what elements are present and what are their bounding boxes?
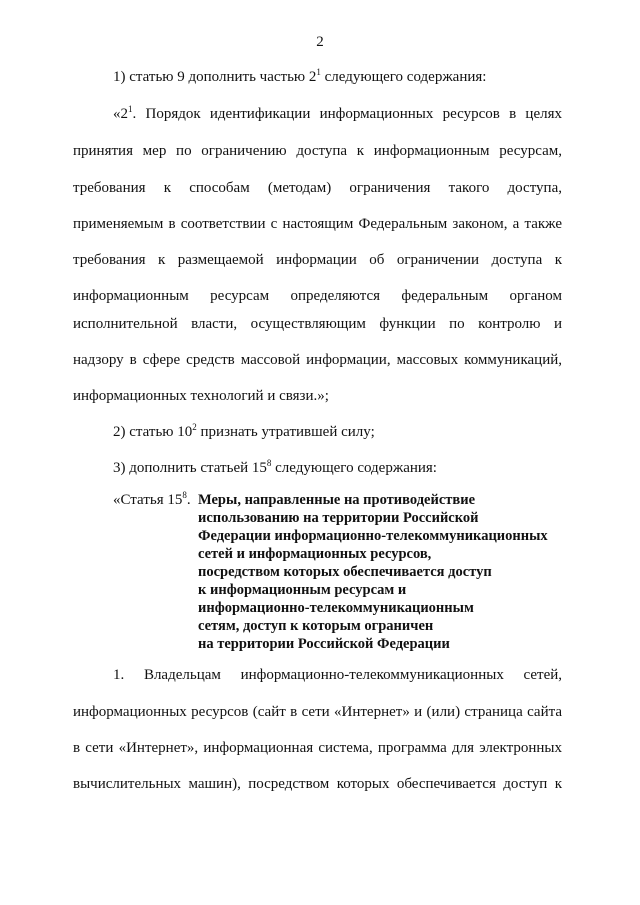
item-3-text: 3) дополнить статьей 15	[113, 460, 267, 476]
item-1	[113, 68, 486, 86]
paragraph-1-line: информационных ресурсов (сайт в сети «Интернет» и (или) страница сайта	[73, 704, 562, 720]
quote-1-heading: . Порядок идентификации информационных ресурсов в целях	[132, 106, 562, 122]
item-3-superscript: 8	[266, 458, 272, 468]
article-label-superscript: 8	[182, 490, 187, 500]
item-3-text-end: следующего содержания:	[271, 460, 437, 476]
item-2-text: 2) статью 10	[113, 424, 193, 440]
item-1-text: 1) статью 9 дополнить частью 2	[113, 69, 317, 85]
quote-1-line: исполнительной власти, осуществляющим функции по контролю и	[73, 316, 562, 332]
paragraph-1-line: в сети «Интернет», информационная система, программа для электронных	[73, 740, 562, 756]
paragraph-1-first-line: 1. Владельцам информационно-телекоммуникационных сетей,	[113, 667, 562, 683]
article-title-line: информационно-телекоммуникационным	[198, 600, 474, 616]
quote-1-line: требования к способам (методам) ограничения такого доступа,	[73, 180, 562, 196]
article-title-line: Федерации информационно-телекоммуникационных	[198, 528, 548, 544]
quote-1-superscript: 1	[128, 104, 133, 114]
quote-1-last-line: информационных технологий и связи.»;	[73, 388, 329, 404]
paragraph-1-line: вычислительных машин), посредством которых обеспечивается доступ к	[73, 776, 562, 792]
article-title-line: на территории Российской Федерации	[198, 636, 450, 652]
article-label-dot: .	[186, 492, 191, 508]
article-title-line: сетей и информационных ресурсов,	[198, 546, 432, 562]
article-title-line: Меры, направленные на противодействие	[198, 492, 476, 508]
article-title-line: сетям, доступ к которым ограничен	[198, 618, 434, 634]
article-label	[113, 491, 191, 509]
page-number: 2	[316, 34, 324, 50]
article-title-line: использованию на территории Российской	[198, 510, 479, 526]
article-title-line: к информационным ресурсам и	[198, 582, 407, 598]
item-2	[113, 423, 375, 441]
quote-1-line: применяемым в соответствии с настоящим Федеральным законом, а также	[73, 216, 562, 232]
quote-1-first-line	[113, 105, 562, 123]
item-2-superscript: 2	[192, 422, 197, 432]
item-1-superscript: 1	[316, 67, 321, 77]
item-3	[113, 459, 437, 477]
quote-1-line: информационным ресурсам определяются федеральным органом	[73, 288, 562, 304]
item-2-text-end: признать утратившей силу;	[196, 424, 375, 440]
quote-1-line: надзору в сфере средств массовой информации, массовых коммуникаций,	[73, 352, 562, 368]
item-1-text-end: следующего содержания:	[320, 69, 487, 85]
article-label-text: «Статья 15	[113, 492, 183, 508]
quote-1-open: «2	[113, 106, 128, 122]
article-title-line: посредством которых обеспечивается доступ	[198, 564, 492, 580]
quote-1-line: принятия мер по ограничению доступа к информационным ресурсам,	[73, 143, 562, 159]
quote-1-line: требования к размещаемой информации об ограничении доступа к	[73, 252, 562, 268]
